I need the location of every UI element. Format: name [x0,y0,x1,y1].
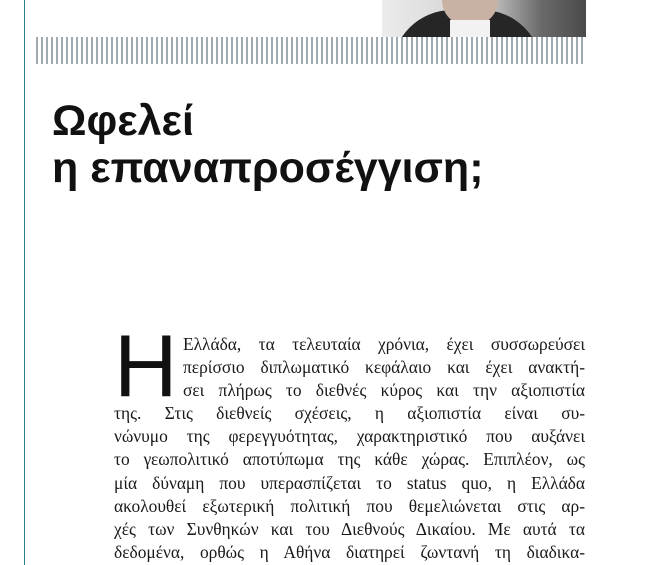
article-body [114,333,585,565]
dotted-separator-band [36,37,584,64]
article-line: νώνυμο της φερεγγυότητας, χαρακτηριστικό που αυξάνει [114,426,585,447]
article-line: Ελλάδα, τα τελευταία χρόνια, έχει συσσωρεύσει [183,334,585,354]
drop-cap: Η [114,333,178,415]
headline-line-2: η επαναπροσέγγιση; [52,144,484,192]
photo-collar-shape [450,20,490,37]
article-line: το γεωπολιτικό αποτύπωμα της κάθε χώρας. Επιπλέον, ως [114,449,585,470]
headline-line-1: Ωφελεί [52,97,194,145]
article-line: χές των Συνθηκών και του Διεθνούς Δικαίου. Με αυτά τα [114,518,585,539]
article-line: δεδομένα, ορθώς η Αθήνα διατηρεί ζωντανή τη διαδικα- [114,541,585,562]
author-photo [382,0,586,37]
article-line: της. Στις διεθνείς σχέσεις, η αξιοπιστία είναι συ- [114,403,585,424]
article-line: μία δύναμη που υπερασπίζεται το status quo, η Ελλάδα [114,472,585,493]
headline [52,98,572,192]
article-line: σει πλήρως το διεθνές κύρος και την αξιοπιστία [183,380,585,401]
article-line: ακολουθεί εξωτερική πολιτική που θεμελιώνεται στις αρ- [114,495,585,516]
left-margin-rule [24,0,25,565]
article-line: περίσσιο διπλωματικό κεφάλαιο και έχει ανακτή- [183,357,585,378]
